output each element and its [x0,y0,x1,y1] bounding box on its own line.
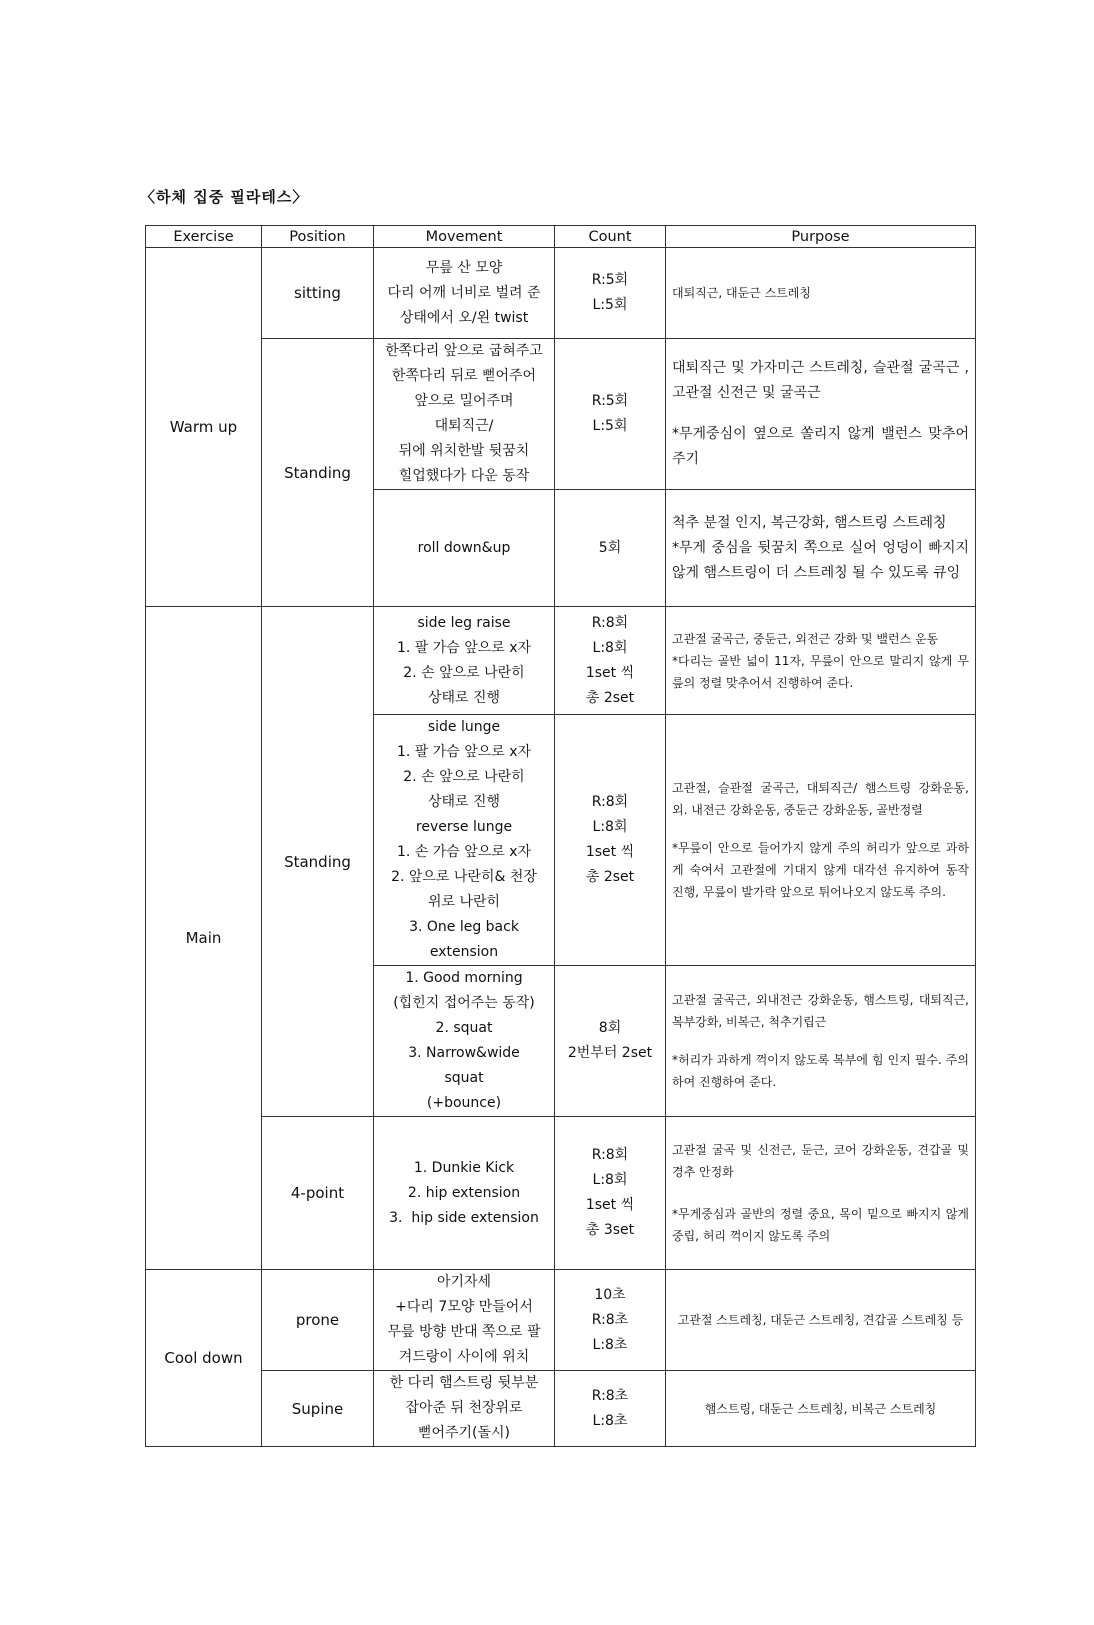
count-cell: R:8회 L:8회 1set 씩 총 2set [555,715,666,966]
purpose-cell: 고관절 스트레칭, 대둔근 스트레칭, 견갑골 스트레칭 등 [666,1270,976,1371]
exercise-table [145,225,976,1447]
movement-cell: 한 다리 햄스트링 뒷부분 잡아준 뒤 천장위로 뻗어주기(돌시) [374,1371,555,1447]
position-cell: sitting [262,248,374,339]
table-row [146,1270,976,1371]
table-row [146,339,976,490]
position-cell: 4-point [262,1117,374,1270]
table-row [146,607,976,715]
count-cell: R:8회 L:8회 1set 씩 총 3set [555,1117,666,1270]
count-cell: R:8초 L:8초 [555,1371,666,1447]
header-exercise: Exercise [146,226,262,248]
count-cell: 5회 [555,490,666,607]
purpose-cell: 대퇴직근, 대둔근 스트레칭 [666,248,976,339]
purpose-cell: 고관절, 슬관절 굴곡근, 대퇴직근/ 햄스트링 강화운동, 외. 내전근 강화운동, 중둔근 강화운동, 골반정렬 *무릎이 안으로 들어가지 않게 주의 허리가 앞으로 과하게 숙여서 고관절에 기대지 않게 대각선 유지하여 동작 진행, 무릎이 발가락 앞으로 튀어나오지 않도록 주의. [666,715,976,966]
purpose-cell: 고관절 굴곡근, 중둔근, 외전근 강화 및 밸런스 운동 *다리는 골반 넓이 11자, 무릎이 안으로 말리지 않게 무릎의 정렬 맞추어서 진행하여 준다. [666,607,976,715]
table-row [146,248,976,339]
position-cell: prone [262,1270,374,1371]
movement-cell: side lunge 1. 팔 가슴 앞으로 x자 2. 손 앞으로 나란히 상태로 진행 reverse lunge 1. 손 가슴 앞으로 x자 2. 앞으로 나란히& 천장 위로 나란히 3. One leg back extension [374,715,555,966]
category-warm-up: Warm up [146,248,262,607]
table-row [146,1117,976,1270]
position-cell: Standing [262,607,374,1117]
count-cell: 8회 2번부터 2set [555,966,666,1117]
movement-cell: 1. Good morning (힙힌지 접어주는 동작) 2. squat 3. Narrow&wide squat (+bounce) [374,966,555,1117]
purpose-cell: 고관절 굴곡근, 외내전근 강화운동, 햄스트링, 대퇴직근, 복부강화, 비복근, 척추기립근 *허리가 과하게 꺽이지 않도록 복부에 힘 인지 필수. 주의하여 진행하여 준다. [666,966,976,1117]
purpose-cell: 척추 분절 인지, 복근강화, 햄스트링 스트레칭 *무게 중심을 뒷꿈치 쪽으로 실어 엉덩이 빠지지 않게 햄스트링이 더 스트레칭 될 수 있도록 큐잉 [666,490,976,607]
count-cell: 10초 R:8초 L:8초 [555,1270,666,1371]
purpose-cell: 대퇴직근 및 가자미근 스트레칭, 슬관절 굴곡근 , 고관절 신전근 및 굴곡근 *무게중심이 옆으로 쏠리지 않게 밸런스 맞추어 주기 [666,339,976,490]
movement-cell: 1. Dunkie Kick 2. hip extension 3. hip side extension [374,1117,555,1270]
movement-cell: 한쪽다리 앞으로 굽혀주고 한쪽다리 뒤로 뻗어주어 앞으로 밀어주며 대퇴직근/ 뒤에 위치한발 뒷꿈치 힐업했다가 다운 동작 [374,339,555,490]
table-row [146,1371,976,1447]
category-main: Main [146,607,262,1270]
movement-cell: 아기자세 +다리 7모양 만들어서 무릎 방향 반대 쪽으로 팔 겨드랑이 사이에 위치 [374,1270,555,1371]
header-position: Position [262,226,374,248]
count-cell: R:5회 L:5회 [555,248,666,339]
header-movement: Movement [374,226,555,248]
position-cell: Supine [262,1371,374,1447]
purpose-cell: 햄스트링, 대둔근 스트레칭, 비복근 스트레칭 [666,1371,976,1447]
document-title: 〈하체 집중 필라테스〉 [140,188,309,206]
movement-cell: side leg raise 1. 팔 가슴 앞으로 x자 2. 손 앞으로 나란히 상태로 진행 [374,607,555,715]
category-cool-down: Cool down [146,1270,262,1447]
table-header-row [146,226,976,248]
movement-cell: roll down&up [374,490,555,607]
position-cell: Standing [262,339,374,607]
header-count: Count [555,226,666,248]
header-purpose: Purpose [666,226,976,248]
count-cell: R:5회 L:5회 [555,339,666,490]
count-cell: R:8회 L:8회 1set 씩 총 2set [555,607,666,715]
purpose-cell: 고관절 굴곡 및 신전근, 둔근, 코어 강화운동, 견갑골 및 경추 안정화 *무게중심과 골반의 정렬 중요, 목이 밑으로 빠지지 않게 중립, 허리 꺽이지 않도록 주의 [666,1117,976,1270]
movement-cell: 무릎 산 모양 다리 어깨 너비로 벌려 준 상태에서 오/왼 twist [374,248,555,339]
